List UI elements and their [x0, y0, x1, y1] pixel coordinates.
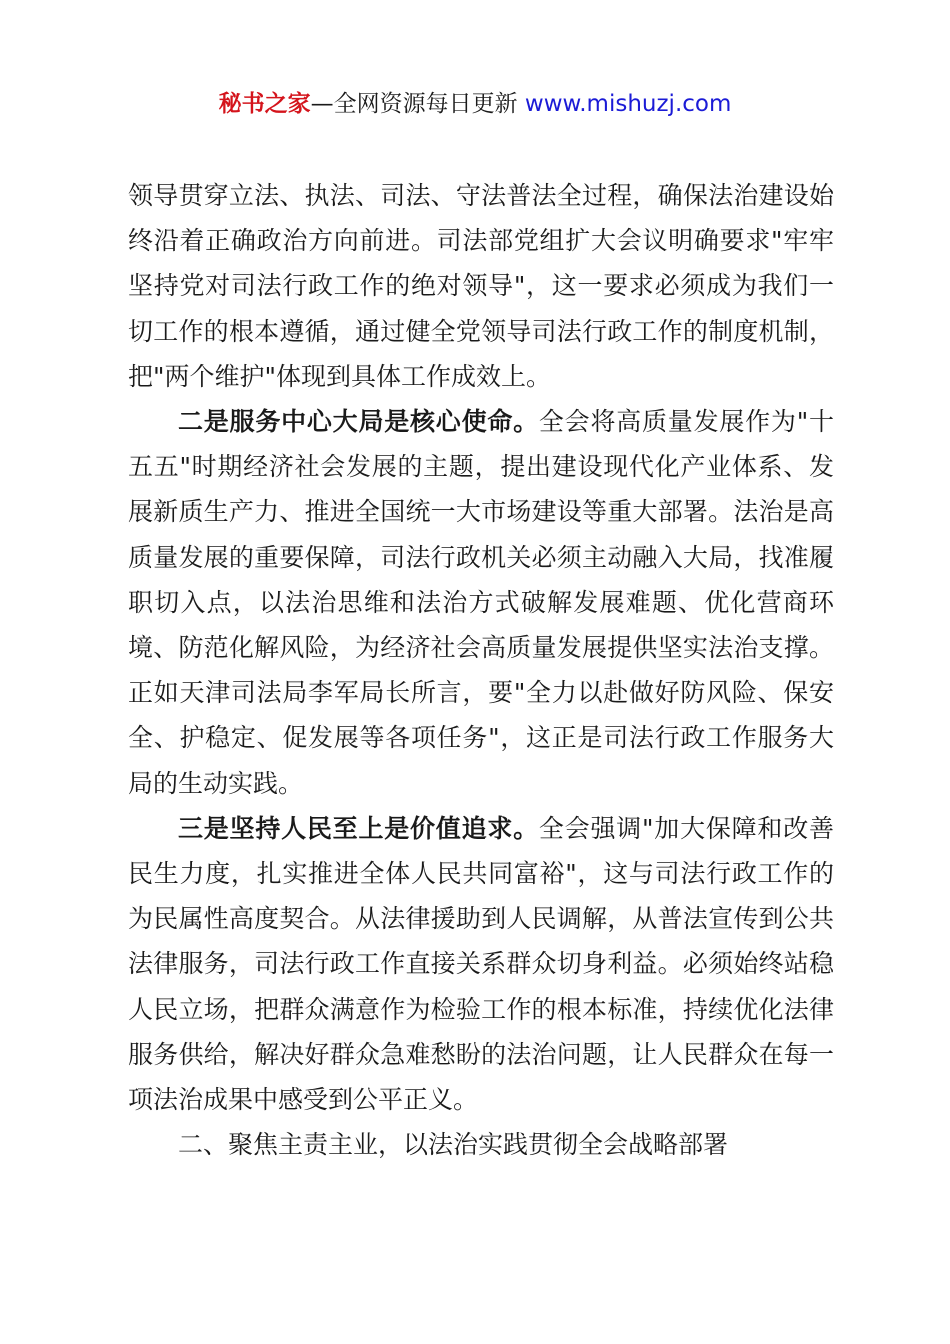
- header-tagline: —全网资源每日更新: [310, 91, 525, 117]
- document-body: [128, 173, 834, 1167]
- header-brand: 秘书之家: [218, 91, 311, 117]
- header-url-link[interactable]: www.mishuzj.com: [524, 91, 732, 117]
- section-heading-text: 二、聚焦主责主业，以法治实践贯彻全会战略部署: [178, 1130, 729, 1160]
- paragraph-text: 全会将高质量发展作为"十五五"时期经济社会发展的主题，提出建设现代化产业体系、发展新质生产力、推进全国统一大市场建设等重大部署。法治是高质量发展的重要保障，司法行政机关必须主动融入大局，找准履职切入点，以法治思维和法治方式破解发展难题、优化营商环境、防范化解风险，为经济社会高质量发展提供坚实法治支撑。正如天津司法局李军局长所言，要"全力以赴做好防风险、保安全、护稳定、促发展等各项任务"，这正是司法行政工作服务大局的生动实践。: [128, 407, 834, 798]
- paragraph-text: 全会强调"加大保障和改善民生力度，扎实推进全体人民共同富裕"，这与司法行政工作的为民属性高度契合。从法律援助到人民调解，从普法宣传到公共法律服务，司法行政工作直接关系群众切身利益。必须始终站稳人民立场，把群众满意作为检验工作的根本标准，持续优化法律服务供给，解决好群众急难愁盼的法治问题，让人民群众在每一项法治成果中感受到公平正义。: [128, 813, 834, 1115]
- paragraph-lead: 二是服务中心大局是核心使命。: [178, 407, 539, 437]
- page-header: [0, 86, 950, 122]
- section-heading: [128, 1122, 834, 1167]
- paragraph-lead: 三是坚持人民至上是价值追求。: [178, 813, 539, 843]
- paragraph-text: 领导贯穿立法、执法、司法、守法普法全过程，确保法治建设始终沿着正确政治方向前进。司法部党组扩大会议明确要求"牢牢坚持党对司法行政工作的绝对领导"，这一要求必须成为我们一切工作的根本遵循，通过健全党领导司法行政工作的制度机制，把"两个维护"体现到具体工作成效上。: [128, 181, 834, 391]
- paragraph-continuation: [128, 173, 834, 399]
- paragraph-point-three: [128, 806, 834, 1122]
- paragraph-point-two: [128, 399, 834, 806]
